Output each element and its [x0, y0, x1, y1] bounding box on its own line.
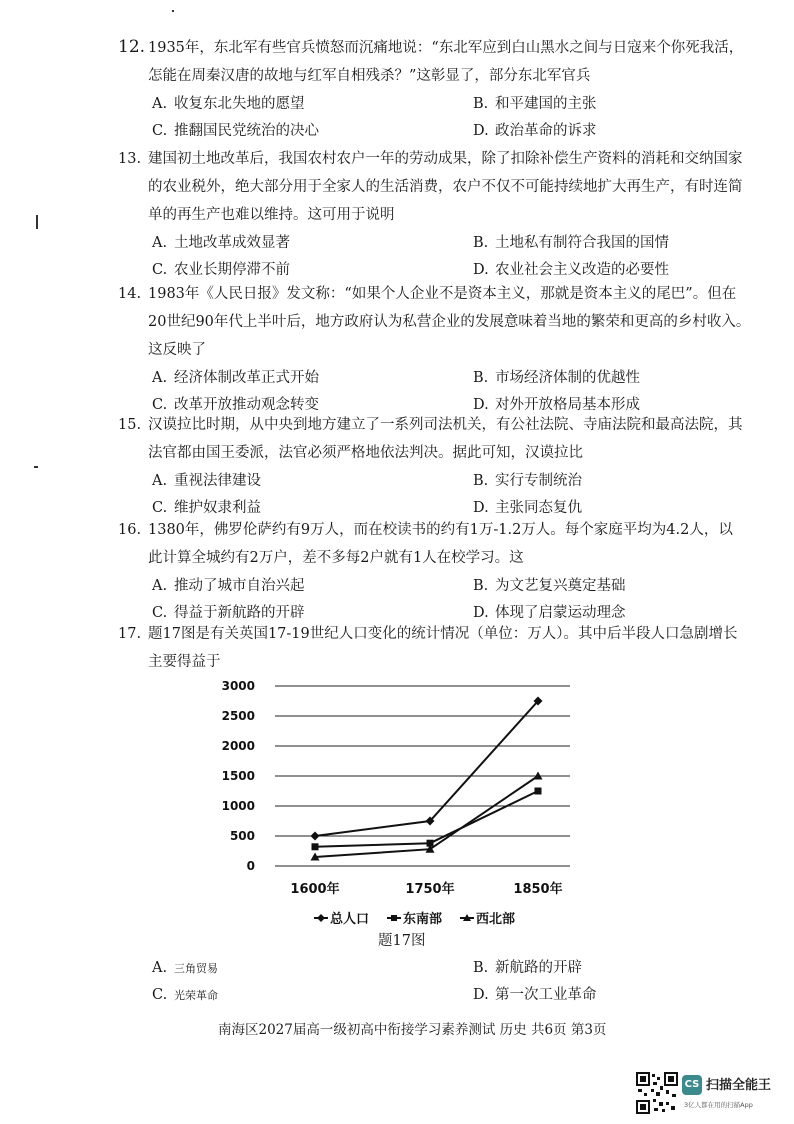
- option-b[interactable]: B. 土地私有制符合我国的国情: [473, 235, 669, 251]
- option-b[interactable]: B. 和平建国的主张: [473, 96, 597, 112]
- option-b[interactable]: B. 为文艺复兴奠定基础: [473, 578, 626, 594]
- question-15: [118, 411, 758, 521]
- y-tick-label: 500: [229, 829, 255, 843]
- question-text: 单的再生产也难以维持。这可用于说明: [148, 207, 395, 223]
- option-a[interactable]: A. 经济体制改革正式开始: [152, 370, 319, 386]
- series-line-1: [315, 701, 538, 836]
- y-tick-label: 0: [246, 859, 255, 873]
- data-point-square: [391, 915, 397, 921]
- option-row: [118, 467, 758, 494]
- data-point-diamond: [311, 832, 320, 841]
- data-point-square: [312, 843, 319, 850]
- question-text: 1935年，东北军有些官兵愤怒而沉痛地说：“东北军应到白山黑水之间与日寇来个你死我活，: [148, 40, 744, 56]
- option-row: [118, 117, 758, 144]
- question-16: [118, 516, 758, 626]
- scanner-app-name: 扫描全能王: [706, 1078, 772, 1093]
- question-17-options: [118, 954, 758, 1008]
- question-text: 建国初土地改革后，我国农村农户一年的劳动成果，除了扣除补偿生产资料的消耗和交纳国家: [148, 151, 743, 167]
- scanner-app-tagline: 3亿人都在用的扫描App: [684, 1101, 753, 1109]
- data-point-diamond: [317, 914, 325, 922]
- data-point-square: [535, 788, 542, 795]
- x-tick-label: 1600年: [290, 882, 340, 897]
- question-number: 13.: [118, 151, 142, 167]
- scan-mark: [34, 466, 38, 468]
- option-d[interactable]: D. 体现了启蒙运动理念: [473, 605, 626, 621]
- question-14: [118, 280, 758, 418]
- question-text: 主要得益于: [148, 654, 221, 670]
- camscanner-logo-icon: CS: [682, 1075, 702, 1095]
- option-c[interactable]: C. 维护奴隶利益: [152, 500, 261, 516]
- option-a[interactable]: A. 推动了城市自治兴起: [152, 578, 305, 594]
- question-number: 14.: [118, 286, 142, 302]
- scan-mark: [36, 215, 38, 229]
- option-a[interactable]: A. 三角贸易: [152, 960, 218, 976]
- legend-label: 总人口: [330, 912, 370, 927]
- y-tick-label: 2500: [221, 709, 255, 723]
- question-text: 怎能在周秦汉唐的故地与红军自相残杀？”这彰显了，部分东北军官兵: [148, 68, 591, 84]
- population-chart: [220, 676, 580, 936]
- y-tick-label: 3000: [221, 679, 255, 693]
- option-row: [118, 954, 758, 981]
- option-row: [118, 90, 758, 117]
- option-c[interactable]: C. 推翻国民党统治的决心: [152, 123, 319, 139]
- x-tick-label: 1750年: [405, 882, 455, 897]
- y-tick-label: 1000: [221, 799, 255, 813]
- option-d[interactable]: D. 政治革命的诉求: [473, 123, 597, 139]
- legend-label: 西北部: [476, 912, 516, 927]
- option-c[interactable]: C. 光荣革命: [152, 987, 218, 1003]
- option-row: [118, 364, 758, 391]
- option-d[interactable]: D. 第一次工业革命: [473, 987, 597, 1003]
- question-number: 16.: [118, 522, 142, 538]
- qr-code-icon: [636, 1072, 678, 1114]
- question-number: 17.: [118, 626, 142, 642]
- question-text: 1380年，佛罗伦萨约有9万人，而在校读书的约有1万-1.2万人。每个家庭平均为4.2人，以: [148, 522, 733, 538]
- question-text: 20世纪90年代上半叶后，地方政府认为私营企业的发展意味着当地的繁荣和更高的乡村收入。: [148, 314, 751, 330]
- chart-caption: 题17图: [378, 933, 426, 949]
- option-row: [118, 256, 758, 283]
- option-d[interactable]: D. 对外开放格局基本形成: [473, 397, 640, 413]
- legend-label: 东南部: [403, 912, 443, 927]
- y-tick-label: 1500: [221, 769, 255, 783]
- question-text: 法官都由国王委派，法官必须严格地依法判决。据此可知，汉谟拉比: [148, 445, 583, 461]
- option-row: [118, 572, 758, 599]
- option-a[interactable]: A. 重视法律建设: [152, 473, 261, 489]
- question-number: 15.: [118, 417, 142, 433]
- option-d[interactable]: D. 主张同态复仇: [473, 500, 582, 516]
- option-d[interactable]: D. 农业社会主义改造的必要性: [473, 262, 669, 278]
- x-tick-label: 1850年: [513, 882, 563, 897]
- option-c[interactable]: C. 得益于新航路的开辟: [152, 605, 305, 621]
- line-chart: [220, 676, 580, 936]
- question-12: [118, 33, 758, 144]
- question-text: 的农业税外，绝大部分用于全家人的生活消费，农户不仅不可能持续地扩大再生产，有时连简: [148, 179, 743, 195]
- scan-mark: [172, 10, 174, 12]
- option-c[interactable]: C. 改革开放推动观念转变: [152, 397, 319, 413]
- option-a[interactable]: A. 土地改革成效显著: [152, 235, 290, 251]
- option-b[interactable]: B. 实行专制统治: [473, 473, 582, 489]
- y-tick-label: 2000: [221, 739, 255, 753]
- option-b[interactable]: B. 市场经济体制的优越性: [473, 370, 640, 386]
- question-text: 题17图是有关英国17-19世纪人口变化的统计情况（单位：万人）。其中后半段人口急剧增长: [148, 626, 738, 642]
- option-c[interactable]: C. 农业长期停滞不前: [152, 262, 290, 278]
- question-text: 汉谟拉比时期，从中央到地方建立了一系列司法机关，有公社法院、寺庙法院和最高法院，其: [148, 417, 743, 433]
- question-number: 12.: [118, 37, 146, 57]
- option-a[interactable]: A. 收复东北失地的愿望: [152, 96, 305, 112]
- page-footer: 南海区2027届高一级初高中衔接学习素养测试 历史 共6页 第3页: [218, 1022, 607, 1038]
- question-text: 这反映了: [148, 342, 206, 358]
- question-text: 此计算全城约有2万户，差不多每2户就有1人在校学习。这: [148, 550, 524, 566]
- question-text: 1983年《人民日报》发文称：“如果个人企业不是资本主义，那就是资本主义的尾巴”。但在: [148, 286, 737, 302]
- option-row: [118, 229, 758, 256]
- question-17: [118, 620, 758, 676]
- question-13: [118, 145, 758, 283]
- option-row: [118, 981, 758, 1008]
- option-b[interactable]: B. 新航路的开辟: [473, 960, 582, 976]
